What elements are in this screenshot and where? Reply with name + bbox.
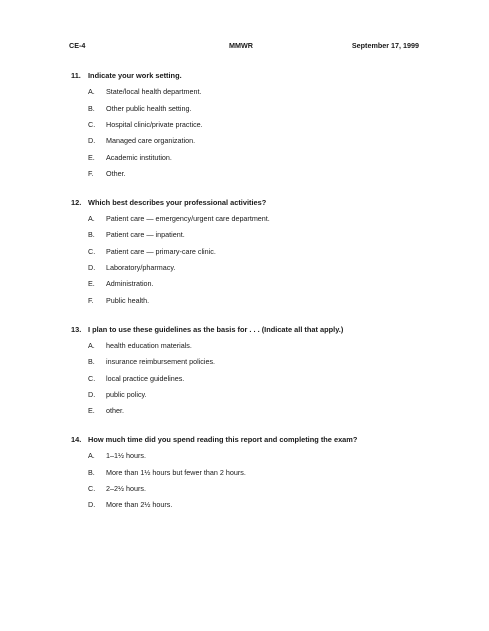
question-13 (71, 325, 431, 423)
option-text: Public health. (106, 295, 150, 305)
running-header (69, 41, 419, 53)
option-letter: D. (88, 136, 96, 146)
answer-option (71, 451, 431, 467)
option-letter: C. (88, 483, 96, 493)
option-letter: A. (88, 340, 95, 350)
option-text: Patient care — primary-care clinic. (106, 246, 216, 256)
question-number: 11. (71, 71, 81, 80)
option-text: Administration. (106, 279, 154, 289)
answer-option (71, 247, 431, 263)
answer-option (71, 500, 431, 516)
option-text: Patient care — inpatient. (106, 230, 185, 240)
option-letter: A. (88, 451, 95, 461)
option-text: 1–1½ hours. (106, 451, 146, 461)
option-letter: E. (88, 152, 95, 162)
option-letter: F. (88, 295, 94, 305)
option-letter: B. (88, 467, 95, 477)
option-letter: E. (88, 279, 95, 289)
option-letter: A. (88, 214, 95, 224)
answer-option (71, 468, 431, 484)
question-text: How much time did you spend reading this report and completing the exam? (88, 435, 358, 444)
answer-option (71, 341, 431, 357)
question-list (71, 71, 431, 529)
option-text: Patient care — emergency/urgent care department. (106, 214, 270, 224)
answer-option (71, 120, 431, 136)
question-text: I plan to use these guidelines as the basis for . . . (Indicate all that apply.) (88, 324, 344, 334)
option-text: More than 2½ hours. (106, 500, 173, 510)
answer-option (71, 136, 431, 152)
question-text: Indicate your work setting. (88, 71, 182, 80)
answer-option (71, 153, 431, 169)
answer-option (71, 263, 431, 279)
page-number: CE-4 (69, 41, 86, 50)
option-text: Other public health setting. (106, 103, 192, 113)
option-letter: D. (88, 389, 96, 399)
option-text: local practice guidelines. (106, 373, 185, 383)
answer-option (71, 406, 431, 422)
option-text: Managed care organization. (106, 136, 196, 146)
option-letter: D. (88, 500, 96, 510)
question-number: 14. (71, 435, 82, 444)
option-letter: C. (88, 373, 96, 383)
answer-option (71, 87, 431, 103)
answer-option (71, 296, 431, 312)
option-text: health education materials. (106, 340, 192, 350)
option-text: Academic institution. (106, 152, 172, 162)
option-text: Other. (106, 168, 126, 178)
question-11 (71, 71, 431, 185)
option-letter: C. (88, 246, 96, 256)
option-letter: B. (88, 230, 95, 240)
option-text: More than 1½ hours but fewer than 2 hours. (106, 467, 246, 477)
question-12 (71, 198, 431, 312)
option-text: insurance reimbursement policies. (106, 357, 216, 367)
option-letter: B. (88, 103, 95, 113)
answer-option (71, 484, 431, 500)
issue-date: September 17, 1999 (351, 41, 419, 50)
question-14 (71, 435, 431, 517)
journal-name: MMWR (229, 41, 253, 50)
option-text: 2–2½ hours. (106, 483, 146, 493)
question-number: 12. (71, 197, 82, 207)
option-letter: E. (88, 406, 95, 416)
answer-option (71, 357, 431, 373)
option-letter: D. (88, 263, 96, 273)
answer-option (71, 279, 431, 295)
option-letter: C. (88, 119, 96, 129)
option-letter: A. (88, 87, 95, 97)
option-letter: F. (88, 168, 94, 178)
option-text: public policy. (106, 389, 147, 399)
option-text: State/local health department. (106, 87, 202, 97)
answer-option (71, 374, 431, 390)
answer-option (71, 169, 431, 185)
answer-option (71, 390, 431, 406)
question-text: Which best describes your professional activities? (88, 197, 267, 207)
option-letter: B. (88, 357, 95, 367)
question-number: 13. (71, 324, 82, 334)
option-text: other. (106, 406, 124, 416)
option-text: Laboratory/pharmacy. (106, 263, 176, 273)
option-text: Hospital clinic/private practice. (106, 119, 203, 129)
answer-option (71, 104, 431, 120)
answer-option (71, 214, 431, 230)
answer-option (71, 230, 431, 246)
